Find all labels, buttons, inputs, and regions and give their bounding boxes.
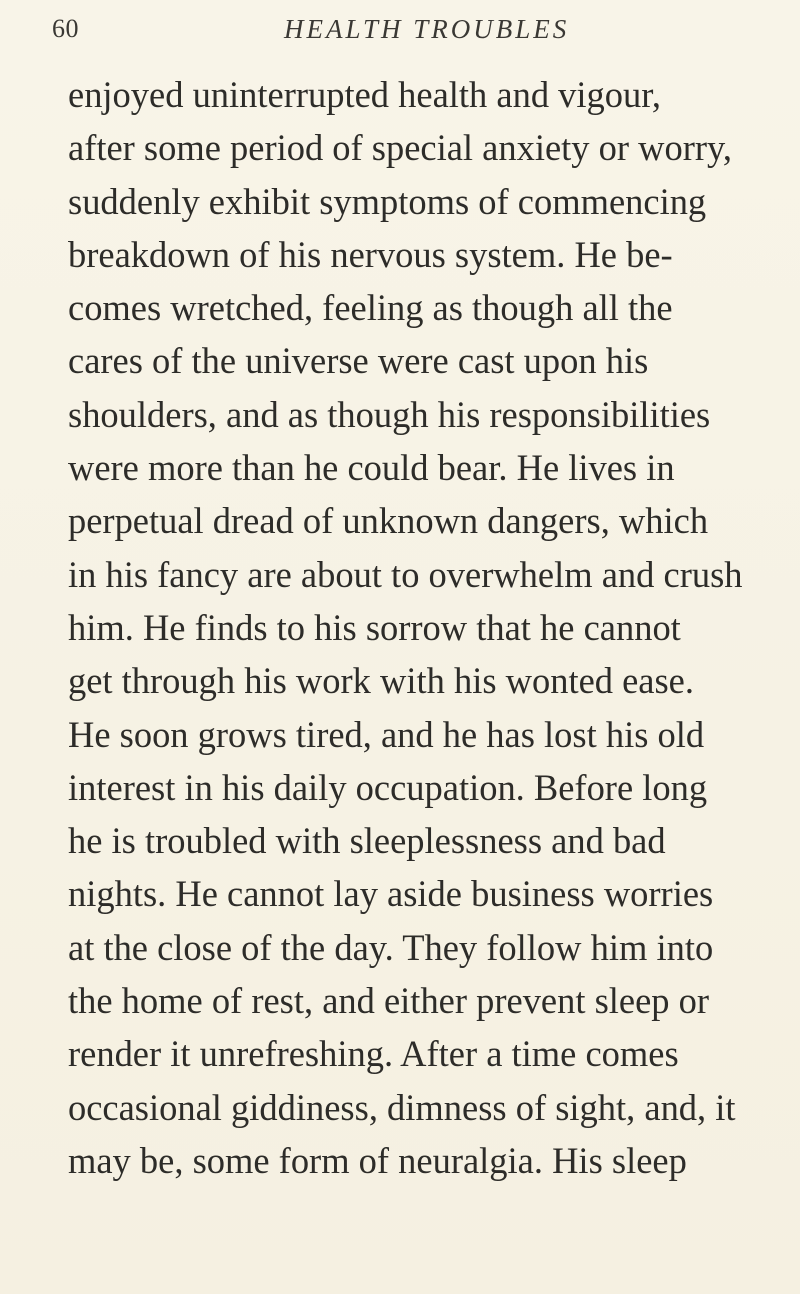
text-line: the home of rest, and either prevent sleep or: [68, 981, 710, 1023]
text-line: may be, some form of neuralgia. His sleep: [68, 1140, 687, 1182]
body-text: [68, 69, 768, 1188]
text-line: at the close of the day. They follow him into: [68, 927, 714, 969]
text-line: He soon grows tired, and he has lost his old: [68, 714, 705, 756]
text-line: shoulders, and as though his responsibilities: [68, 394, 711, 436]
text-line: in his fancy are about to overwhelm and crush: [68, 554, 743, 596]
running-title: HEALTH TROUBLES: [284, 14, 570, 44]
text-line: after some period of special anxiety or worry,: [68, 128, 732, 170]
running-head: [52, 14, 752, 54]
text-line: nights. He cannot lay aside business worries: [68, 874, 714, 916]
text-line: cares of the universe were cast upon his: [68, 341, 649, 383]
text-line: him. He finds to his sorrow that he cannot: [68, 607, 681, 649]
text-line: get through his work with his wonted ease.: [68, 661, 694, 703]
text-line: he is troubled with sleeplessness and bad: [68, 821, 666, 863]
text-line: comes wretched, feeling as though all the: [68, 288, 673, 330]
text-line: breakdown of his nervous system. He be-: [68, 234, 673, 276]
text-line: perpetual dread of unknown dangers, which: [68, 501, 709, 543]
text-line: render it unrefreshing. After a time comes: [68, 1034, 679, 1076]
text-line: occasional giddiness, dimness of sight, and, it: [68, 1087, 736, 1129]
text-line: suddenly exhibit symptoms of commencing: [68, 181, 707, 223]
text-line: interest in his daily occupation. Before long: [68, 767, 708, 809]
text-line: were more than he could bear. He lives in: [68, 448, 675, 490]
text-line: enjoyed uninterrupted health and vigour,: [68, 75, 662, 116]
page-number: 60: [52, 14, 79, 43]
